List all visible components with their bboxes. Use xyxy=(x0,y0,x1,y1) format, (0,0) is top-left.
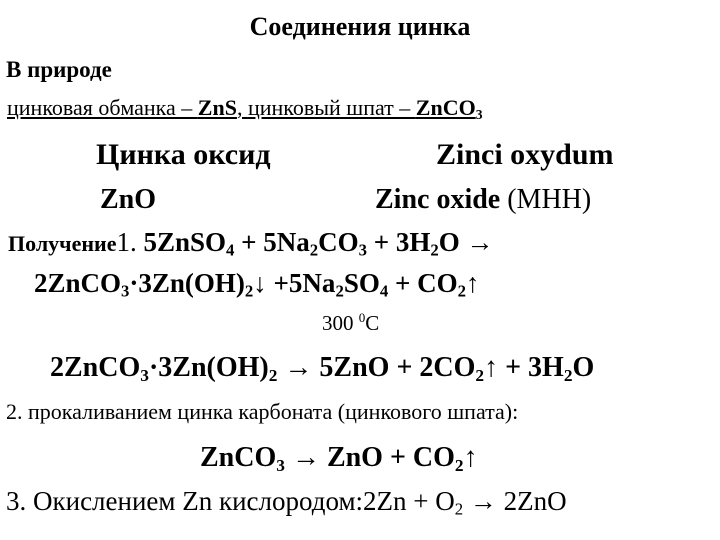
mineral2-name: цинковый шпат – xyxy=(247,95,416,120)
mineral1-formula: ZnS xyxy=(197,95,237,120)
preparation-method-2: 2. прокаливанием цинка карбоната (цинкового шпата): xyxy=(6,399,519,424)
name-english xyxy=(375,186,591,214)
name-latin: Zinci oxydum xyxy=(436,138,614,171)
equation-3: ZnCO$_3$ → ZnO + $CO_2↑$ xyxy=(200,442,478,475)
mineral-separator: , xyxy=(236,95,248,120)
equation-2: $2ZnCO_3\cdot 3Zn(OH)_2 \to 5ZnO$ + $2CO_2↑ + 3H_2O$ xyxy=(50,352,595,385)
page-title: Соединения цинка xyxy=(249,12,471,41)
formula-zno: ZnO xyxy=(100,184,157,215)
inn-note: (МНН) xyxy=(500,184,592,215)
mineral1-name: цинковая обманка – xyxy=(7,95,198,120)
name-russian: Цинка оксид xyxy=(96,138,271,171)
temperature-label: 300 $^0$C xyxy=(322,309,380,335)
method1-number: 1. xyxy=(116,227,144,257)
preparation-label: Получение xyxy=(8,231,117,256)
minerals-line xyxy=(7,95,483,122)
name-english-text: Zinc oxide xyxy=(375,184,501,215)
mineral2-formula: ZnCO$_3$ xyxy=(415,95,483,122)
equation-1-continued: $2ZnCO_3\cdot 3Zn(OH)_2↓ +5Na_2SO_4$ + $CO_2↑$ xyxy=(34,268,480,301)
nature-heading: В природе xyxy=(6,57,112,82)
preparation-method-3: 3. Окислением Zn кислородом:2Zn + $O_2 \to 2ZnO$ xyxy=(6,486,567,519)
preparation-method-1 xyxy=(8,227,494,260)
equation-1: 5ZnSO$_4$ + $5Na_2CO_3 + 3H_2O$ → xyxy=(143,227,494,260)
